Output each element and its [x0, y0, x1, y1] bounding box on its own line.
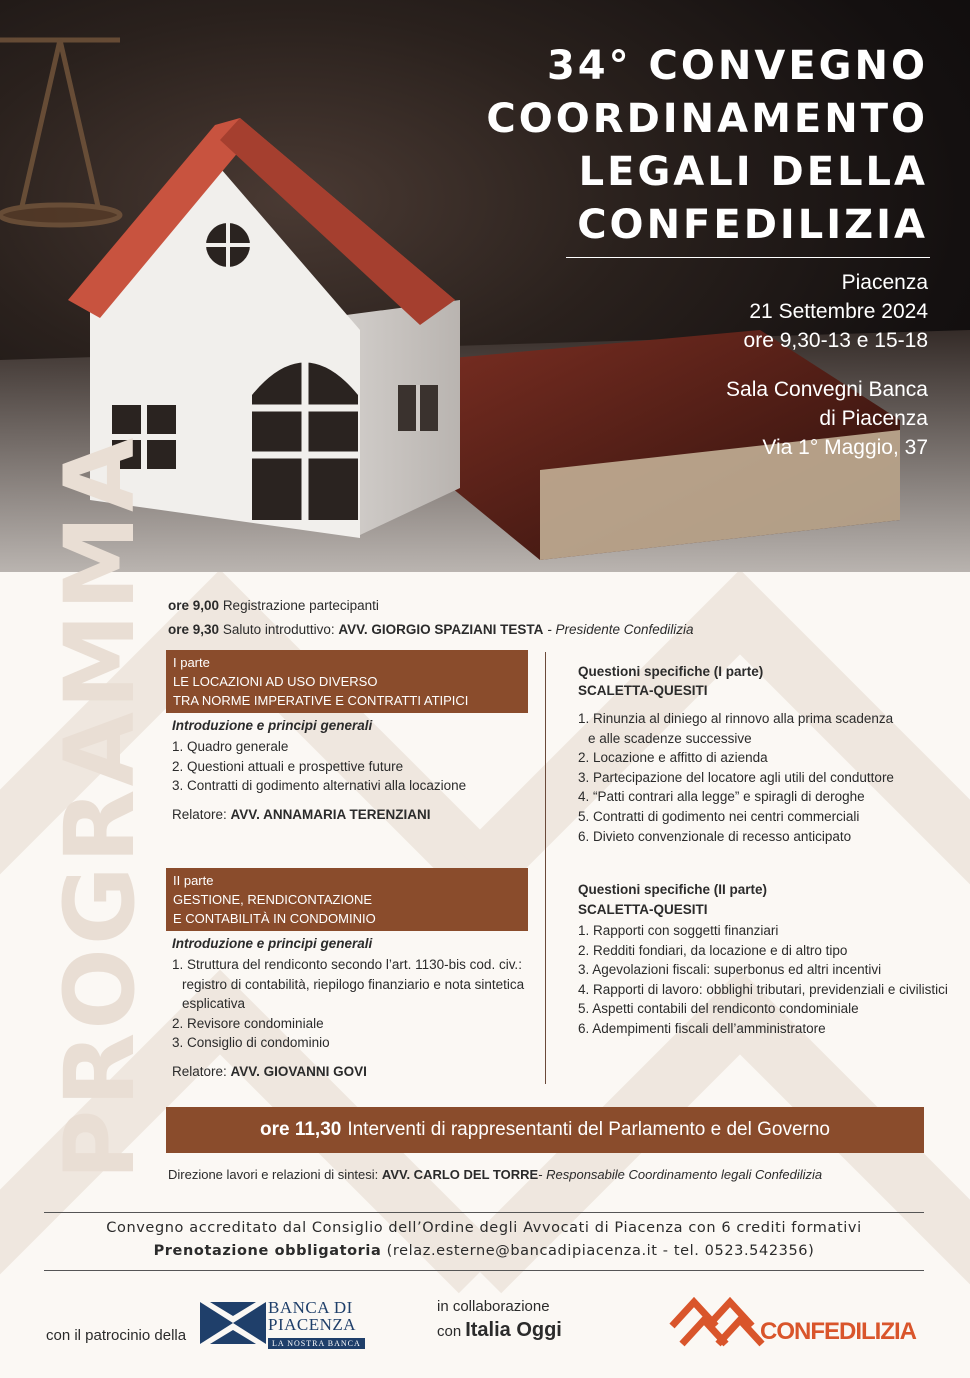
- part1-label: I parte: [173, 655, 210, 670]
- title-line: LEGALI DELLA: [578, 149, 928, 195]
- accreditation-text: Convegno accreditato dal Consiglio dell’Ordine degli Avvocati di Piacenza con 6 crediti formativi: [106, 1220, 862, 1236]
- q2-list: [578, 921, 948, 1039]
- interventi-time: ore 11,30: [259, 1119, 342, 1140]
- list-item: 1. Struttura del rendiconto secondo l’art. 1130-bis cod. civ.:: [172, 957, 522, 972]
- list-item: 4. Rapporti di lavoro: obblighi tributari, previdenziali e civilistici: [578, 981, 948, 997]
- event-title: [486, 40, 928, 252]
- relatore-label: Relatore:: [172, 807, 227, 822]
- bank-tagline: LA NOSTRA BANCA: [268, 1338, 365, 1349]
- list-item: 2. Redditi fondiari, da locazione e di altro tipo: [578, 942, 848, 958]
- direzione-line: [168, 1167, 822, 1182]
- welcome-speaker: AVV. GIORGIO SPAZIANI TESTA: [338, 622, 544, 637]
- q2-subtitle: SCALETTA-QUESITI: [578, 902, 708, 917]
- welcome-line: [168, 622, 694, 637]
- venue-line: di Piacenza: [819, 407, 928, 430]
- footer-rule-top: [44, 1212, 924, 1213]
- list-item: 6. Adempimenti fiscali dell’amministratore: [578, 1020, 826, 1036]
- part2-intro: Introduzione e principi generali: [172, 936, 373, 951]
- programma-watermark: PROGRAMMA: [44, 434, 156, 1180]
- direzione-role: - Responsabile Coordinamento legali Confedilizia: [538, 1167, 823, 1182]
- welcome-time: ore 9,30: [168, 622, 220, 637]
- part1-relatore: [172, 807, 431, 822]
- booking-contact: (relaz.esterne@bancadipiacenza.it - tel. 0523.542356): [386, 1243, 815, 1259]
- title-line: COORDINAMENTO: [486, 96, 928, 142]
- interventi-text: Interventi di rappresentanti del Parlamento e del Governo: [347, 1119, 831, 1140]
- venue-line: Sala Convegni Banca: [726, 378, 928, 401]
- bank-name-line: PIACENZA: [268, 1315, 357, 1334]
- welcome-role: - Presidente Confedilizia: [547, 622, 694, 637]
- event-hours: ore 9,30-13 e 15-18: [743, 329, 928, 352]
- list-item: 5. Contratti di godimento nei centri commerciali: [578, 808, 860, 824]
- q1-subtitle: SCALETTA-QUESITI: [578, 683, 708, 698]
- part2-header: [166, 868, 528, 931]
- list-item: 2. Locazione e affitto di azienda: [578, 750, 768, 766]
- registration-time: ore 9,00: [168, 598, 220, 613]
- collab-label: in collaborazione: [437, 1298, 550, 1315]
- title-line: CONFEDILIZIA: [577, 202, 928, 248]
- list-item-continuation: e alle scadenze successive: [588, 730, 752, 746]
- collab-con: con: [437, 1323, 462, 1340]
- list-item: 1. Rapporti con soggetti finanziari: [578, 923, 779, 938]
- part2-list: [172, 955, 524, 1053]
- venue-address: Via 1° Maggio, 37: [762, 436, 928, 459]
- q2-title: Questioni specifiche (II parte): [578, 882, 768, 897]
- list-item: 1. Quadro generale: [172, 739, 289, 754]
- list-item: 1. Rinunzia al diniego al rinnovo alla prima scadenza: [578, 711, 894, 726]
- list-item-continuation: registro di contabilità, riepilogo finanziario e nota sintetica: [182, 976, 525, 992]
- booking-bold: Prenotazione obbligatoria: [153, 1243, 382, 1259]
- welcome-text: Saluto introduttivo:: [222, 622, 335, 637]
- relatore-name: AVV. GIOVANNI GOVI: [230, 1064, 367, 1079]
- q1-list: [578, 709, 894, 846]
- list-item-continuation: esplicativa: [182, 996, 246, 1012]
- list-item: 3. Contratti di godimento alternativi alla locazione: [172, 778, 467, 794]
- collab-name: Italia Oggi: [465, 1319, 562, 1341]
- list-item: 3. Consiglio di condominio: [172, 1035, 330, 1051]
- confedilizia-logo: CONFEDILIZIA: [760, 1318, 916, 1345]
- collab-partner: [437, 1319, 562, 1342]
- list-item: 4. “Patti contrari alla legge” e spiragli di deroghe: [578, 789, 865, 805]
- banca-di-piacenza-logo: [268, 1299, 365, 1351]
- footer-rule-bottom: [44, 1270, 924, 1271]
- event-date: 21 Settembre 2024: [749, 300, 928, 323]
- part1-title-line: TRA NORME IMPERATIVE E CONTRATTI ATIPICI: [173, 693, 469, 708]
- list-item: 3. Agevolazioni fiscali: superbonus ed altri incentivi: [578, 962, 882, 978]
- patrocinio-text: con il patrocinio della: [46, 1327, 187, 1344]
- interventi-banner: [166, 1107, 924, 1153]
- booking-line: [44, 1243, 924, 1259]
- scales-silhouette: [0, 40, 120, 225]
- list-item: 5. Aspetti contabili del rendiconto condominiale: [578, 1001, 859, 1017]
- direzione-speaker: AVV. CARLO DEL TORRE: [381, 1167, 539, 1182]
- title-line: 34° CONVEGNO: [546, 43, 928, 89]
- part2-label: II parte: [173, 873, 214, 888]
- bank-name-line: BANCA DI: [268, 1298, 353, 1317]
- list-item: 2. Questioni attuali e prospettive future: [172, 758, 404, 774]
- event-date-block: [744, 268, 928, 355]
- part1-list: [172, 737, 466, 796]
- relatore-label: Relatore:: [172, 1064, 227, 1079]
- column-divider: [545, 652, 546, 1084]
- part2-title-line: E CONTABILITÀ IN CONDOMINIO: [173, 911, 376, 926]
- part2-title-line: GESTIONE, RENDICONTAZIONE: [173, 892, 373, 907]
- part1-header: [166, 650, 528, 713]
- list-item: 3. Partecipazione del locatore agli utili del conduttore: [578, 769, 894, 785]
- direzione-text: Direzione lavori e relazioni di sintesi:: [168, 1167, 379, 1182]
- event-city: Piacenza: [841, 271, 928, 294]
- list-item: 6. Divieto convenzionale di recesso anticipato: [578, 828, 852, 844]
- event-venue-block: [726, 375, 928, 462]
- list-item: 2. Revisore condominiale: [172, 1015, 324, 1031]
- q1-title: Questioni specifiche (I parte): [578, 664, 764, 679]
- registration-line: [168, 598, 379, 613]
- relatore-name: AVV. ANNAMARIA TERENZIANI: [230, 807, 431, 822]
- title-divider: [566, 257, 930, 258]
- part2-relatore: [172, 1064, 367, 1079]
- part1-title-line: LE LOCAZIONI AD USO DIVERSO: [173, 674, 378, 689]
- part1-intro: Introduzione e principi generali: [172, 718, 373, 733]
- collaboration-block: [437, 1298, 562, 1342]
- registration-text: Registrazione partecipanti: [222, 598, 379, 613]
- banca-di-piacenza-logo-icon: [200, 1302, 266, 1344]
